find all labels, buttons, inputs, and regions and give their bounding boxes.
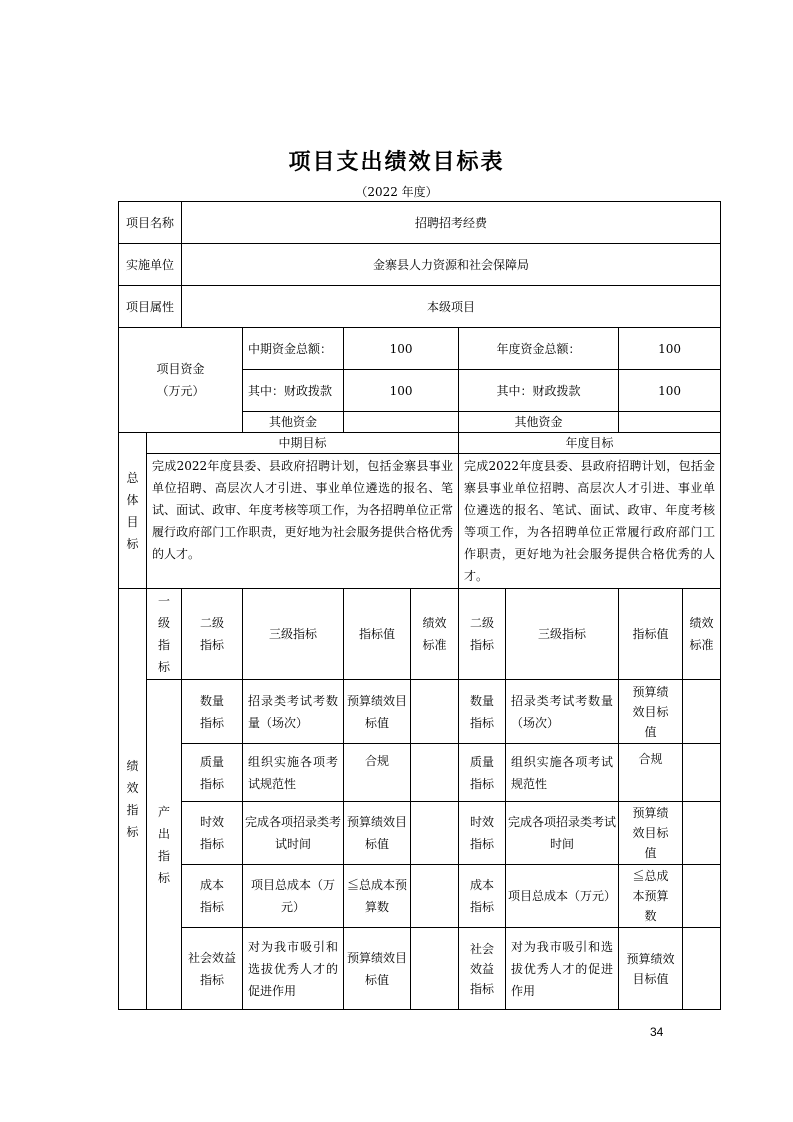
level1-header: 一级指标	[147, 589, 182, 680]
value-cell-year: ≦总成本预算数	[619, 865, 683, 928]
level3-cell-year: 项目总成本（万元）	[506, 865, 619, 928]
year-label: （2022 年度）	[355, 185, 438, 199]
standard-cell-year	[683, 865, 721, 928]
level2-cell: 社会效益指标	[182, 928, 243, 1010]
standard-cell-year	[683, 744, 721, 802]
table-row	[119, 865, 721, 928]
project-attr-label: 项目属性	[119, 286, 182, 328]
project-name-row	[119, 202, 721, 244]
table-row	[119, 744, 721, 802]
level3-cell-year: 招录类考试考数量（场次）	[506, 680, 619, 744]
mid-goal-text: 完成2022年度县委、县政府招聘计划，包括金寨县事业单位招聘、高层次人才引进、事业单位遴选的报名、笔试、面试、政审、年度考核等项工作，为各招聘单位正常履行政府部门工作职责，更好地为社会服务提供合格优秀的人才。	[147, 454, 459, 589]
year-other-label: 其他资金	[459, 412, 619, 433]
level3-cell: 招录类考试考数量（场次）	[243, 680, 344, 744]
level2-cell-year: 时效指标	[459, 802, 506, 865]
implementing-unit-row	[119, 244, 721, 286]
goals-header-row	[119, 433, 721, 454]
level2-cell-year: 数量指标	[459, 680, 506, 744]
level2-cell-year: 成本指标	[459, 865, 506, 928]
year-fiscal-label: 其中：财政拨款	[459, 370, 619, 412]
mid-fiscal-value: 100	[344, 370, 459, 412]
year-goal-text: 完成2022年度县委、县政府招聘计划，包括金寨县事业单位招聘、高层次人才引进、事业单位遴选的报名、笔试、面试、政审、年度考核等项工作，为各招聘单位正常履行政府部门工作职责，更好地为社会服务提供合格优秀的人才。	[459, 454, 721, 589]
value-cell: ≦总成本预算数	[344, 865, 411, 928]
project-attr-row	[119, 286, 721, 328]
level3-cell: 对为我市吸引和选拔优秀人才的促进作用	[243, 928, 344, 1010]
mid-other-label: 其他资金	[243, 412, 344, 433]
level3-cell: 完成各项招录类考试时间	[243, 802, 344, 865]
level3-cell: 项目总成本（万元）	[243, 865, 344, 928]
value-header: 指标值	[344, 589, 411, 680]
level3-cell-year: 组织实施各项考试规范性	[506, 744, 619, 802]
level2-cell: 数量指标	[182, 680, 243, 744]
value-cell: 预算绩效目标值	[344, 928, 411, 1010]
mid-total-label: 中期资金总额：	[243, 328, 344, 370]
mid-other-value	[344, 412, 459, 433]
output-indicator-label: 产出指标	[147, 680, 182, 1010]
page-title: 项目支出绩效目标表	[288, 149, 505, 175]
level3-header-year: 三级指标	[506, 589, 619, 680]
table-row	[119, 928, 721, 1010]
standard-cell	[411, 680, 459, 744]
level2-cell-year: 社会效益指标	[459, 928, 506, 1010]
value-cell-year: 预算绩效目标值	[619, 680, 683, 744]
implementing-unit-value: 金寨县人力资源和社会保障局	[182, 244, 721, 286]
level3-cell-year: 对为我市吸引和选拔优秀人才的促进作用	[506, 928, 619, 1010]
level2-header: 二级指标	[182, 589, 243, 680]
standard-cell	[411, 865, 459, 928]
funds-total-row	[119, 328, 721, 370]
year-other-value	[619, 412, 721, 433]
table-row	[119, 802, 721, 865]
standard-cell-year	[683, 680, 721, 744]
mid-goal-header: 中期目标	[147, 433, 459, 454]
value-header-year: 指标值	[619, 589, 683, 680]
level2-cell-year: 质量指标	[459, 744, 506, 802]
funds-label: 项目资金（万元）	[119, 328, 243, 433]
year-total-value: 100	[619, 328, 721, 370]
indicator-header-row	[119, 589, 721, 680]
year-goal-header: 年度目标	[459, 433, 721, 454]
year-fiscal-value: 100	[619, 370, 721, 412]
standard-cell-year	[683, 802, 721, 865]
level2-cell: 时效指标	[182, 802, 243, 865]
performance-table	[118, 201, 721, 1010]
year-total-label: 年度资金总额：	[459, 328, 619, 370]
value-cell-year: 合规	[619, 744, 683, 802]
table-row	[119, 680, 721, 744]
goals-text-row	[119, 454, 721, 589]
standard-header: 绩效标准	[411, 589, 459, 680]
level2-cell: 质量指标	[182, 744, 243, 802]
value-cell-year: 预算绩效目标值	[619, 928, 683, 1010]
value-cell-year: 预算绩效目标值	[619, 802, 683, 865]
level3-cell: 组织实施各项考试规范性	[243, 744, 344, 802]
implementing-unit-label: 实施单位	[119, 244, 182, 286]
project-name-value: 招聘招考经费	[182, 202, 721, 244]
value-cell: 预算绩效目标值	[344, 680, 411, 744]
level3-cell-year: 完成各项招录类考试时间	[506, 802, 619, 865]
project-attr-value: 本级项目	[182, 286, 721, 328]
overall-goals-label: 总体目标	[119, 433, 147, 589]
mid-total-value: 100	[344, 328, 459, 370]
standard-cell	[411, 802, 459, 865]
value-cell: 预算绩效目标值	[344, 802, 411, 865]
mid-fiscal-label: 其中：财政拨款	[243, 370, 344, 412]
performance-indicators-label: 绩效指标	[119, 589, 147, 1010]
level2-cell: 成本指标	[182, 865, 243, 928]
page-number: 34	[650, 1025, 664, 1039]
value-cell: 合规	[344, 744, 411, 802]
level2-header-year: 二级指标	[459, 589, 506, 680]
project-name-label: 项目名称	[119, 202, 182, 244]
level3-header: 三级指标	[243, 589, 344, 680]
standard-header-year: 绩效标准	[683, 589, 721, 680]
standard-cell	[411, 744, 459, 802]
standard-cell-year	[683, 928, 721, 1010]
standard-cell	[411, 928, 459, 1010]
